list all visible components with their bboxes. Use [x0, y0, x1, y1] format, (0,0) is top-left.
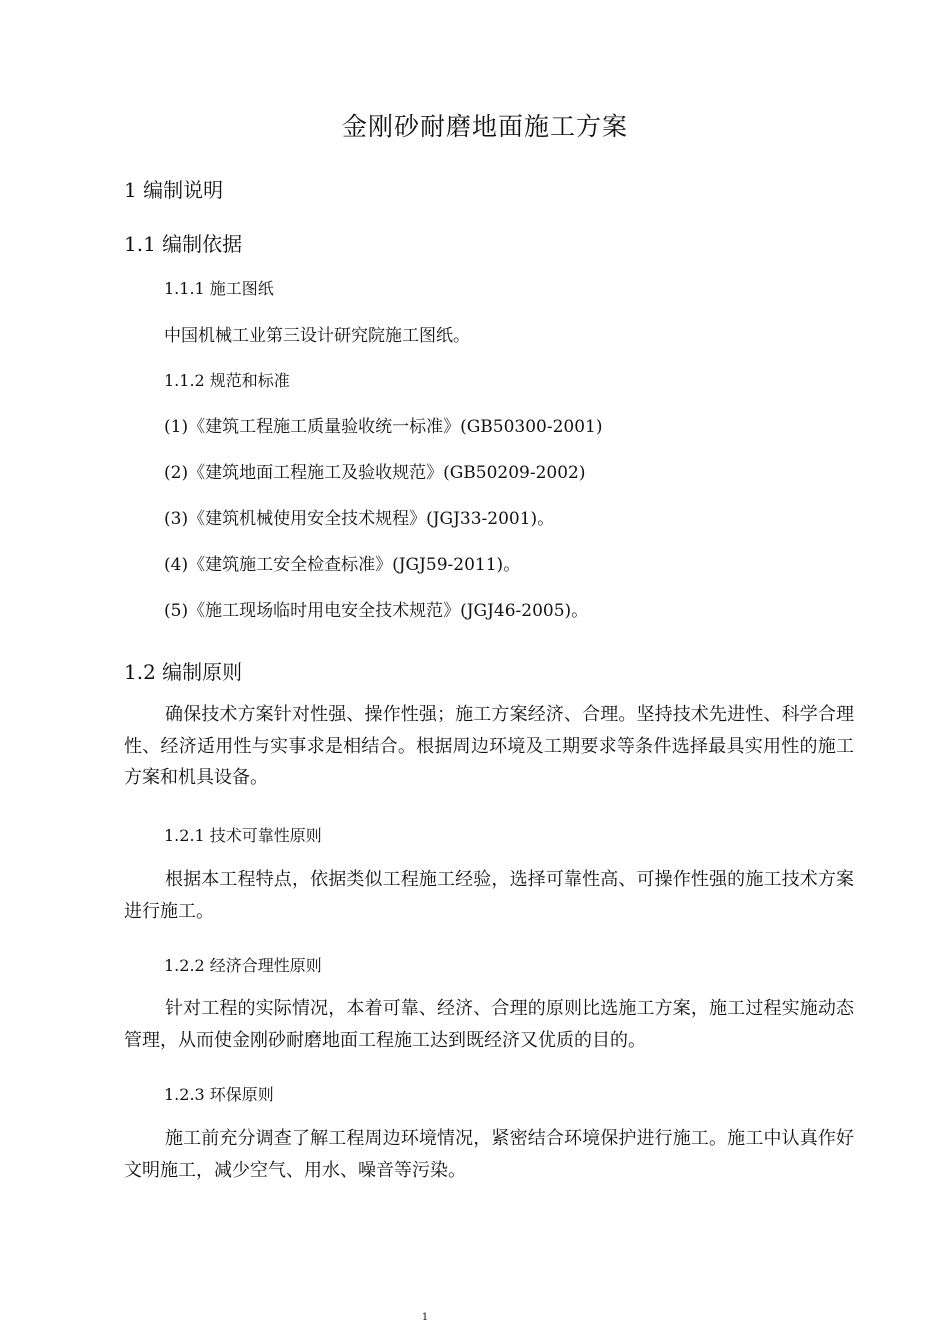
heading-1-2-1: 1.2.1 技术可靠性原则 [164, 826, 322, 845]
heading-1-1-1: 1.1.1 施工图纸 [164, 279, 274, 298]
economy-paragraph: 针对工程的实际情况，本着可靠、经济、合理的原则比选施工方案，施工过程实施动态管理，从而使金刚砂耐磨地面工程施工达到既经济又优质的目的。 [124, 998, 854, 1051]
heading-1-1: 1.1 编制依据 [124, 232, 243, 256]
standard-item: (2)《建筑地面工程施工及验收规范》(GB50209-2002) [164, 463, 586, 483]
heading-1-2-2: 1.2.2 经济合理性原则 [164, 956, 322, 975]
standard-item: (5)《施工现场临时用电安全技术规范》(JGJ46-2005)。 [164, 601, 589, 621]
heading-1-1-2: 1.1.2 规范和标准 [164, 371, 290, 390]
heading-1-2: 1.2 编制原则 [124, 660, 243, 684]
principle-intro-paragraph: 确保技术方案针对性强、操作性强；施工方案经济、合理。坚持技术先进性、科学合理性、经济适用性与实事求是相结合。根据周边环境及工期要求等条件选择最具实用性的施工方案和机具设备。 [124, 704, 854, 788]
standard-item: (3)《建筑机械使用安全技术规程》(JGJ33-2001)。 [164, 509, 555, 529]
document-title: 金刚砂耐磨地面施工方案 [341, 112, 628, 141]
drawings-text: 中国机械工业第三设计研究院施工图纸。 [164, 326, 470, 346]
standard-item: (1)《建筑工程施工质量验收统一标准》(GB50300-2001) [164, 417, 603, 437]
environment-paragraph: 施工前充分调查了解工程周边环境情况，紧密结合环境保护进行施工。施工中认真作好文明施工，减少空气、用水、噪音等污染。 [124, 1128, 854, 1181]
reliability-paragraph: 根据本工程特点，依据类似工程施工经验，选择可靠性高、可操作性强的施工技术方案进行施工。 [124, 869, 854, 922]
page-number: 1 [421, 1312, 429, 1323]
heading-1: 1 编制说明 [124, 178, 224, 202]
standard-item: (4)《建筑施工安全检查标准》(JGJ59-2011)。 [164, 555, 521, 575]
heading-1-2-3: 1.2.3 环保原则 [164, 1085, 274, 1104]
